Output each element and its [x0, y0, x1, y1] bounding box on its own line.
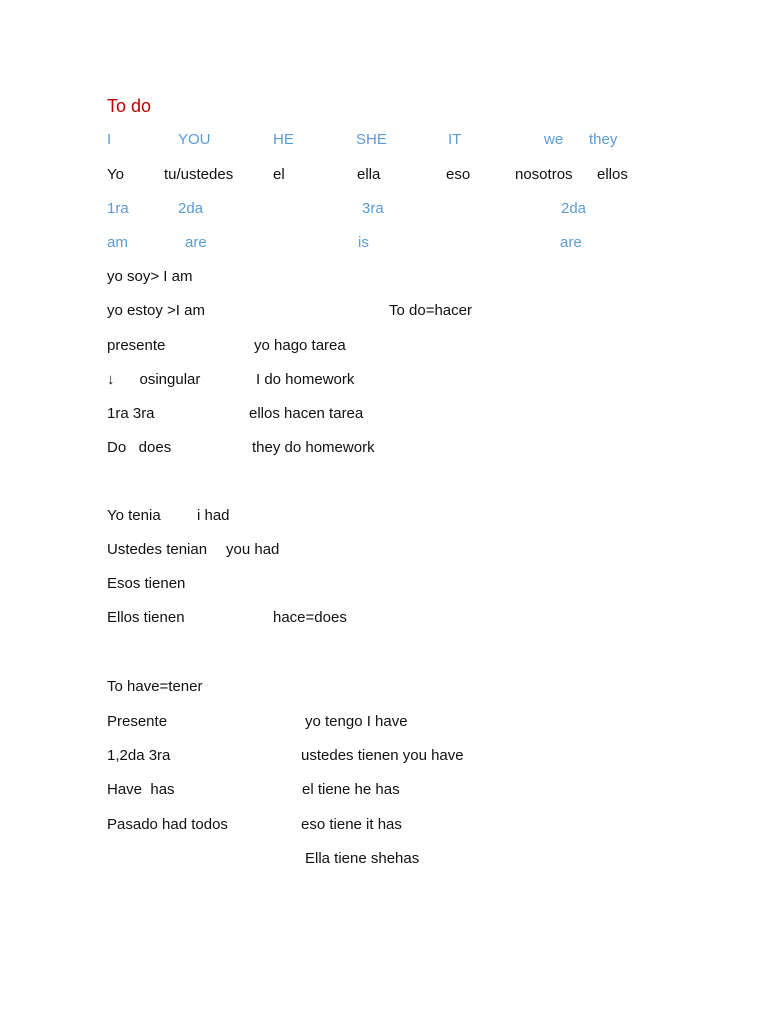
- verb-be: are: [185, 234, 207, 251]
- text-line: To do=hacer: [389, 302, 472, 319]
- pronoun-es: tu/ustedes: [164, 166, 234, 183]
- pronoun-en: I: [107, 131, 112, 148]
- text-line: presente: [107, 337, 166, 354]
- text-line: yo tengo I have: [305, 713, 408, 730]
- text-line: 1,2da 3ra: [107, 747, 171, 764]
- text-line: ↓ osingular: [107, 371, 201, 388]
- pronoun-es: ella: [357, 166, 381, 183]
- verb-be: am: [107, 234, 128, 251]
- text-line: Ustedes tenian: [107, 541, 208, 558]
- pronoun-en: HE: [273, 131, 294, 148]
- pronoun-en: IT: [448, 131, 462, 148]
- text-line: eso tiene it has: [301, 816, 402, 833]
- text-line: i had: [197, 507, 230, 524]
- text-line: yo hago tarea: [254, 337, 346, 354]
- person-label: 3ra: [362, 200, 384, 217]
- text-line: To have=tener: [107, 678, 203, 695]
- text-line: yo estoy >I am: [107, 302, 205, 319]
- pronoun-es: Yo: [107, 166, 124, 183]
- pronoun-es: nosotros: [515, 166, 573, 183]
- text-line: Esos tienen: [107, 575, 186, 592]
- text-line: I do homework: [256, 371, 355, 388]
- text-line: el tiene he has: [302, 781, 400, 798]
- pronoun-es: ellos: [597, 166, 628, 183]
- verb-be: are: [560, 234, 582, 251]
- pronoun-en: SHE: [356, 131, 387, 148]
- text-line: Ella tiene shehas: [305, 850, 420, 867]
- text-line: ellos hacen tarea: [249, 405, 364, 422]
- text-line: 1ra 3ra: [107, 405, 155, 422]
- pronoun-es: el: [273, 166, 285, 183]
- text-line: Pasado had todos: [107, 816, 228, 833]
- text-line: they do homework: [252, 439, 375, 456]
- text-line: yo soy> I am: [107, 268, 193, 285]
- text-line: ustedes tienen you have: [301, 747, 464, 764]
- text-line: Have has: [107, 781, 175, 798]
- person-label: 1ra: [107, 200, 129, 217]
- page-title: To do: [107, 96, 152, 116]
- pronoun-en: YOU: [178, 131, 211, 148]
- text-line: Presente: [107, 713, 168, 730]
- person-label: 2da: [178, 200, 204, 217]
- pronoun-en: we: [544, 131, 564, 148]
- text-line: Do does: [107, 439, 172, 456]
- pronoun-es: eso: [446, 166, 471, 183]
- pronoun-en: they: [589, 131, 618, 148]
- text-line: Ellos tienen: [107, 609, 185, 626]
- verb-be: is: [358, 234, 369, 251]
- text-line: Yo tenia: [107, 507, 161, 524]
- text-line: you had: [226, 541, 280, 558]
- text-line: hace=does: [273, 609, 347, 626]
- person-label: 2da: [561, 200, 587, 217]
